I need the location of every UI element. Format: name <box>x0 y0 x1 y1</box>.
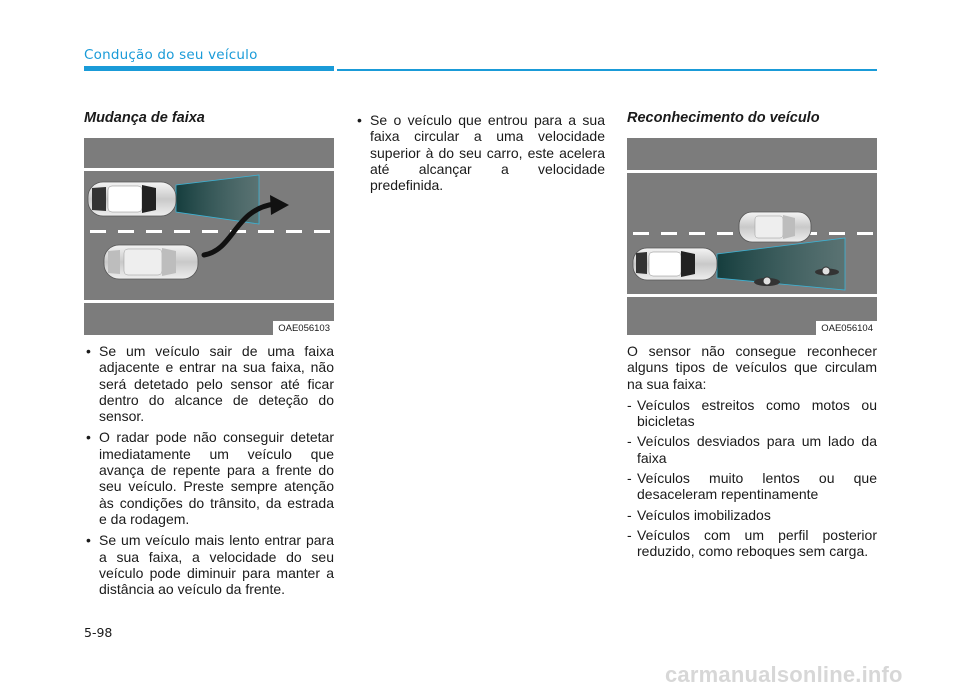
car-ahead-icon <box>739 212 811 242</box>
list-item: • Se um veículo mais lento entrar para a sua faixa, a velocidade do seu veículo pode diminuir para manter a distância ao veículo da frente. <box>84 532 334 597</box>
watermark: carmanualsonline.info <box>665 662 903 687</box>
own-car-icon <box>88 182 176 216</box>
recognition-intro: O sensor não consegue reconhecer alguns tipos de veículos que circulam na sua faixa: <box>627 343 877 392</box>
header-rule-thick <box>84 66 334 71</box>
middle-column <box>355 112 605 198</box>
speed-bullets <box>355 112 605 193</box>
lane-change-illustration <box>84 138 334 335</box>
own-car-icon <box>633 248 717 280</box>
vehicle-recognition-figure <box>627 138 877 335</box>
left-column <box>84 110 334 602</box>
vehicle-recognition-illustration <box>627 138 877 335</box>
adjacent-car-icon <box>104 245 198 279</box>
section-title: Condução do seu veículo <box>84 47 258 63</box>
lane-change-heading: Mudança de faixa <box>84 110 205 126</box>
page-number: 5-98 <box>84 625 113 640</box>
lane-change-bullets <box>84 343 334 597</box>
list-item: • Se um veículo sair de uma faixa adjacente e entrar na sua faixa, não será detetado pelo sensor até ficar dentro do alcance de deteção do sensor. <box>84 343 334 424</box>
list-item: • Se o veículo que entrou para a sua faixa circular a uma velocidade superior à do seu carro, este acelera até alcançar a velocidade predefinida. <box>355 112 605 193</box>
list-item: - Veículos estreitos como motos ou bicicletas <box>627 397 877 430</box>
figure-code-label: OAE056104 <box>816 321 877 335</box>
figure-code-label: OAE056103 <box>273 321 334 335</box>
recognition-limitations-list <box>627 397 877 560</box>
header-rule-thin <box>337 69 877 71</box>
list-item: - Veículos muito lentos ou que desaceleram repentinamente <box>627 470 877 503</box>
lane-change-figure <box>84 138 334 335</box>
right-column <box>627 110 877 564</box>
vehicle-recognition-heading: Reconhecimento do veículo <box>627 110 820 126</box>
list-item: - Veículos com um perfil posterior reduzido, como reboques sem carga. <box>627 527 877 560</box>
list-item: - Veículos imobilizados <box>627 507 877 523</box>
list-item: • O radar pode não conseguir detetar imediatamente um veículo que avança de repente para a frente do seu veículo. Preste sempre atenção às condições do trânsito, da estrada e da rodagem. <box>84 429 334 527</box>
list-item: - Veículos desviados para um lado da faixa <box>627 433 877 466</box>
